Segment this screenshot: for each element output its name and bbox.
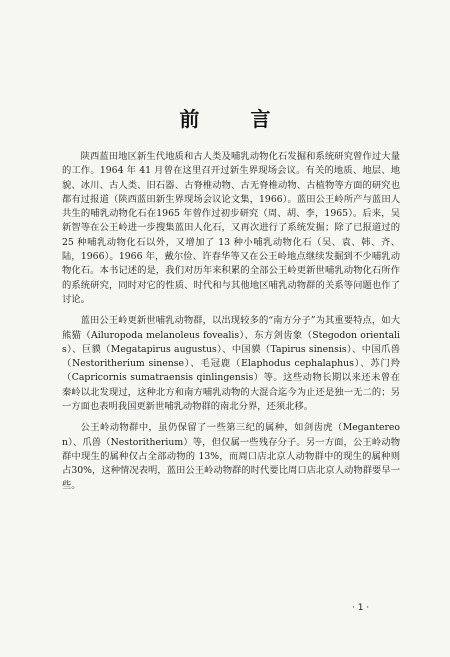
page-number: · 1 · bbox=[352, 603, 370, 613]
paragraph: 公王岭动物群中，虽仍保留了一些第三纪的属种，如剑齿虎（Megantereon）、爪兽（Nestoritherium）等，但仅属一些残存分子。另一方面，公王岭动物群中现生的属种仅占全部动物的 13%，而周口店北京人动物群中的现生的属种则占30%，这种情况表明，蓝田公王岭动物群的时代要比周口店北京人动物群要早一些。 bbox=[62, 422, 400, 491]
page-title: 前 言 bbox=[179, 107, 293, 131]
paragraph: 陕西蓝田地区新生代地质和古人类及哺乳动物化石发掘和系统研究曾作过大量的工作。1964 年 41 月曾在这里召开过新生界现场会议。有关的地质、地层、地貌、冰川、古人类、旧石器、古脊椎动物、古无脊椎动物、古植物等方面的研究也都有过报道（陕西蓝田新生界现场会议论文集，1966）。蓝田公王岭所产与蓝田人共生的哺乳动物化石在1965 年曾作过初步研究（周、胡、李，1965）。后来，吴新智等在公王岭进一步搜集蓝田人化石，又再次进行了系统发掘；除了已报道过的 25 种哺乳动物化石以外，又增加了 13 种小哺乳动物化石（吴、袁、韩、齐、陆，1966）。1966 年，戴尔俭、许春华等又在公王岭地点继续发掘到不少哺乳动物化石。本书记述的是，我们对历年来积累的全部公王岭更新世哺乳动物化石所作的系统研究，同时对它的性质、时代和与其他地区哺乳动物群的关系等问题也作了讨论。 bbox=[62, 151, 400, 305]
paragraph: 蓝田公王岭更新世哺乳动物群，以出现较多的“南方分子”为其重要特点，如大熊猫（Ailuropoda melanoleus fovealis）、东方剑齿象（Stegodon orientalis）、巨貘（Megatapirus augustus）、中国貘（Tapirus sinensis）、中国爪兽（Nestoritherium sinense）、毛冠鹿（Elaphodus cephalaphus）、苏门羚（Capricornis sumatraensis qinlingensis）等。这些动物长期以来还未曾在秦岭以北发现过，这种北方和南方哺乳动物的大混合迄今为止还是独一无二的；另一方面也表明我国更新世哺乳动物群的南北分界，还须北移。 bbox=[62, 315, 400, 413]
body-text bbox=[62, 150, 400, 500]
